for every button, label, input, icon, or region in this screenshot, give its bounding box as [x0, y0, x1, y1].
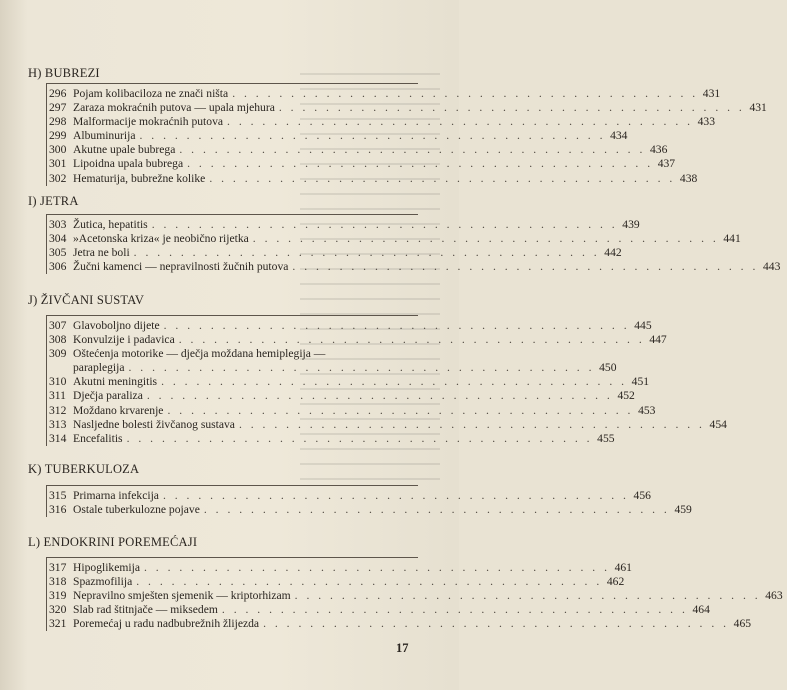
entry-number: 311	[49, 389, 66, 403]
leader-dots: . . . . . . . . . . . . . . . . . . . . . . . . . . . . . . . . . . . . . . . .	[252, 232, 719, 246]
entry-title: Dječja paraliza	[73, 389, 143, 403]
entry-page: 431	[749, 101, 767, 115]
entry-page: 450	[599, 361, 617, 375]
toc-entry-continuation[interactable]	[47, 361, 617, 375]
toc-entry[interactable]	[47, 589, 783, 603]
entry-title: Ostale tuberkulozne pojave	[73, 503, 200, 517]
entry-number: 306	[49, 260, 67, 274]
entry-title: Akutni meningitis	[73, 375, 158, 389]
page-number: 17	[396, 641, 409, 655]
entry-number: 320	[49, 603, 67, 617]
entry-title: Spazmofilija	[73, 575, 133, 589]
entry-title: Žutica, hepatitis	[73, 218, 148, 231]
toc-entry[interactable]	[47, 232, 741, 246]
leader-dots: . . . . . . . . . . . . . . . . . . . . . . . . . . . . . . . . . . . . . . . .	[278, 101, 745, 115]
leader-dots: . . . . . . . . . . . . . . . . . . . . . . . . . . . . . . . . . . . . . . . .	[294, 589, 761, 603]
section-j	[28, 292, 428, 308]
entry-title: Moždano krvarenje	[73, 403, 164, 417]
leader-dots: . . . . . . . . . . . . . . . . . . . . . . . . . . . . . . . . . . . . . . . .	[163, 319, 630, 332]
leader-dots: . . . . . . . . . . . . . . . . . . . . . . . . . . . . . . . . . . . . . . . .	[179, 143, 646, 157]
section-heading: L) ENDOKRINI POREMEĆAJI	[28, 535, 198, 549]
entry-number: 312	[49, 403, 67, 417]
entry-number: 301	[49, 157, 67, 171]
entry-number: 296	[49, 87, 67, 100]
leader-dots: . . . . . . . . . . . . . . . . . . . . . . . . . . . . . . . . . . . . . . . .	[227, 115, 694, 129]
entry-page: 437	[657, 157, 676, 171]
entry-number: 308	[49, 333, 67, 347]
section-heading: K) TUBERKULOZA	[28, 462, 140, 476]
entry-page: 431	[702, 87, 721, 100]
entry-page: 464	[692, 603, 710, 617]
toc-entry[interactable]	[47, 319, 652, 333]
entry-number: 297	[49, 101, 67, 115]
leader-dots: . . . . . . . . . . . . . . . . . . . . . . . . . . . . . . . . . . . . . . . .	[126, 431, 593, 445]
entry-number: 303	[49, 218, 67, 231]
section-j-entries	[46, 315, 727, 446]
entry-page: 438	[679, 171, 698, 185]
entry-page: 453	[638, 403, 656, 417]
toc-entry[interactable]	[47, 561, 632, 575]
toc-entry[interactable]	[47, 171, 698, 186]
entry-title: Hipoglikemija	[73, 561, 140, 574]
toc-entry[interactable]	[47, 347, 418, 361]
section-heading: I) JETRA	[28, 194, 79, 208]
entry-number: 316	[49, 503, 67, 517]
entry-page: 445	[634, 319, 652, 332]
entry-number: 302	[49, 171, 67, 185]
leader-dots: . . . . . . . . . . . . . . . . . . . . . . . . . . . . . . . . . . . . . . . .	[143, 561, 610, 574]
entry-title: »Acetonska kriza« je neobično rijetka	[73, 232, 249, 246]
entry-number: 315	[49, 489, 67, 502]
entry-title: Akutne upale bubrega	[73, 143, 176, 157]
section-h	[28, 65, 428, 81]
entry-title: Poremećaj u radu nadbubrežnih žlijezda	[73, 617, 260, 631]
entry-title: Nasljedne bolesti živčanog sustava	[73, 417, 235, 431]
entry-title: Žučni kamenci — nepravilnosti žučnih putova	[73, 260, 289, 274]
leader-dots: . . . . . . . . . . . . . . . . . . . . . . . . . . . . . . . . . . . . . . . .	[151, 218, 618, 231]
entry-number: 317	[49, 561, 67, 574]
toc-entry[interactable]	[47, 101, 767, 115]
toc-entry[interactable]	[47, 87, 721, 101]
leader-dots: . . . . . . . . . . . . . . . . . . . . . . . . . . . . . . . . . . . . . . . .	[162, 489, 629, 502]
toc-entry[interactable]	[47, 260, 781, 274]
entry-number: 318	[49, 575, 67, 589]
section-k	[28, 461, 428, 477]
entry-page: 436	[649, 143, 668, 157]
entry-title-continued: paraplegija	[73, 361, 125, 375]
entry-number: 314	[49, 431, 67, 445]
entry-title: Glavoboljno dijete	[73, 319, 160, 332]
section-i	[28, 193, 428, 209]
entry-number: 300	[49, 143, 67, 157]
entry-number: 299	[49, 129, 67, 143]
entry-page: 455	[597, 431, 615, 445]
entry-page: 433	[697, 115, 716, 129]
leader-dots: . . . . . . . . . . . . . . . . . . . . . . . . . . . . . . . . . . . . . . . .	[178, 333, 645, 347]
leader-dots: . . . . . . . . . . . . . . . . . . . . . . . . . . . . . . . . . . . . . . . .	[161, 375, 628, 389]
entry-title: Konvulzije i padavica	[73, 333, 175, 347]
entry-number: 310	[49, 375, 67, 389]
toc-entry[interactable]	[47, 503, 692, 517]
leader-dots: . . . . . . . . . . . . . . . . . . . . . . . . . . . . . . . . . . . . . . . .	[146, 389, 613, 403]
leader-dots: . . . . . . . . . . . . . . . . . . . . . . . . . . . . . . . . . . . . . . . .	[167, 403, 634, 417]
toc-entry[interactable]	[47, 431, 615, 446]
toc-entry[interactable]	[47, 375, 650, 389]
leader-dots: . . . . . . . . . . . . . . . . . . . . . . . . . . . . . . . . . . . . . . . .	[136, 575, 603, 589]
section-heading: H) BUBREZI	[28, 66, 100, 80]
section-h-entries	[46, 83, 767, 186]
toc-entry[interactable]	[47, 218, 640, 232]
leader-dots: . . . . . . . . . . . . . . . . . . . . . . . . . . . . . . . . . . . . . . . .	[263, 617, 730, 631]
toc-entry[interactable]	[47, 617, 752, 631]
entry-page: 443	[762, 260, 781, 274]
toc-entry[interactable]	[47, 115, 716, 129]
entry-page: 456	[633, 489, 651, 502]
entry-page: 451	[631, 375, 650, 389]
toc-entry[interactable]	[47, 489, 651, 503]
entry-title: Primarna infekcija	[73, 489, 159, 502]
entry-page: 462	[606, 575, 625, 589]
entry-title: Jetra ne boli	[73, 246, 130, 260]
toc-entry[interactable]	[47, 389, 635, 403]
toc-entry[interactable]	[47, 143, 668, 157]
entry-title: Encefalitis	[73, 431, 123, 445]
entry-title: Malformacije mokraćnih putova	[73, 115, 224, 129]
entry-title: Nepravilno smješten sjemenik — kriptorhizam	[73, 589, 291, 603]
entry-page: 442	[604, 246, 622, 260]
toc-entry[interactable]	[47, 129, 628, 143]
entry-title: Lipoidna upala bubrega	[73, 157, 184, 171]
toc-entry[interactable]	[47, 403, 656, 418]
entry-title: Zaraza mokraćnih putova — upala mjehura	[73, 101, 275, 115]
entry-page: 441	[723, 232, 741, 246]
section-l	[28, 534, 428, 550]
toc-entry[interactable]	[47, 575, 625, 589]
leader-dots: . . . . . . . . . . . . . . . . . . . . . . . . . . . . . . . . . . . . . . . .	[232, 87, 699, 100]
entry-number: 298	[49, 115, 67, 129]
entry-title: Albuminurija	[73, 129, 136, 143]
leader-dots: . . . . . . . . . . . . . . . . . . . . . . . . . . . . . . . . . . . . . . . .	[209, 171, 676, 185]
leader-dots: . . . . . . . . . . . . . . . . . . . . . . . . . . . . . . . . . . . . . . . .	[128, 361, 595, 375]
leader-dots: . . . . . . . . . . . . . . . . . . . . . . . . . . . . . . . . . . . . . . . .	[292, 260, 759, 274]
toc-entry[interactable]	[47, 417, 727, 432]
entry-number: 307	[49, 319, 67, 332]
entry-number: 319	[49, 589, 67, 603]
toc-entry[interactable]	[47, 157, 676, 171]
entry-title: Oštećenja motorike — dječja moždana hemiplegija —	[73, 347, 326, 361]
leader-dots: . . . . . . . . . . . . . . . . . . . . . . . . . . . . . . . . . . . . . . . .	[139, 129, 606, 143]
leader-dots: . . . . . . . . . . . . . . . . . . . . . . . . . . . . . . . . . . . . . . . .	[203, 503, 670, 517]
section-k-entries	[46, 485, 692, 517]
entry-title: Pojam kolibaciloza ne znači ništa	[73, 87, 229, 100]
leader-dots: . . . . . . . . . . . . . . . . . . . . . . . . . . . . . . . . . . . . . . . .	[187, 157, 654, 171]
toc-entry[interactable]	[47, 603, 710, 617]
entry-number: 313	[49, 417, 67, 431]
entry-page: 463	[765, 589, 783, 603]
toc-entry[interactable]	[47, 246, 622, 260]
entry-number: 321	[49, 617, 67, 631]
entry-page: 434	[610, 129, 628, 143]
section-i-entries	[46, 214, 781, 274]
entry-page: 459	[674, 503, 692, 517]
entry-page: 452	[617, 389, 635, 403]
section-l-entries	[46, 557, 783, 631]
entry-title: Hematurija, bubrežne kolike	[73, 171, 206, 185]
entry-title: Slab rad štitnjače — miksedem	[73, 603, 218, 617]
entry-number: 309	[49, 347, 67, 361]
leader-dots: . . . . . . . . . . . . . . . . . . . . . . . . . . . . . . . . . . . . . . . .	[221, 603, 688, 617]
entry-page: 447	[649, 333, 667, 347]
entry-number: 304	[49, 232, 67, 246]
entry-page: 454	[709, 417, 727, 431]
entry-page: 439	[622, 218, 640, 231]
entry-page: 461	[614, 561, 632, 574]
entry-page: 465	[733, 617, 752, 631]
leader-dots: . . . . . . . . . . . . . . . . . . . . . . . . . . . . . . . . . . . . . . . .	[238, 417, 705, 431]
leader-dots: . . . . . . . . . . . . . . . . . . . . . . . . . . . . . . . . . . . . . . . .	[133, 246, 600, 260]
section-heading: J) ŽIVČANI SUSTAV	[28, 293, 145, 307]
entry-number: 305	[49, 246, 67, 260]
toc-entry[interactable]	[47, 333, 667, 347]
